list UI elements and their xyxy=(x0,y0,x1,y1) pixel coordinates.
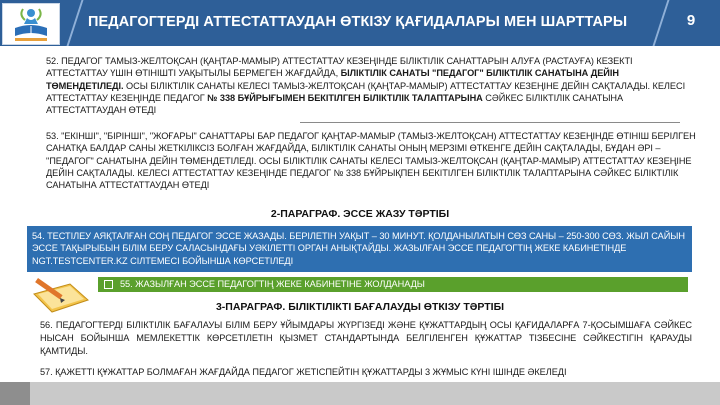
paragraph-54-box xyxy=(27,226,692,272)
p52-bold-a: БІЛІКТІЛІК САНАТЫ "ПЕДАГОГ" БІЛІКТІЛІК САНАТЫНА ДЕЙІН ТӨМЕНДЕТІЛЕДІ. xyxy=(46,68,619,91)
paragraph-53: 53. "ЕКІНШІ", "БІРІНШІ", "ЖОҒАРЫ" САНАТТАРЫ БАР ПЕДАГОГ ҚАҢТАР-МАМЫР (ТАМЫЗ-ЖЕЛТОҚСАН) АТТЕСТАТТАУ КЕЗЕҢІНДЕ ӨТІНІШ БЕРІЛГЕН САНАТҚА БАЛДАР САНЫ ЖЕТКІЛІКСІЗ БОЛҒАН ЖАҒДАЙДА, БІЛІКТІЛІК САНАТЫ ОНЫҢ МЕРЗІМІ ӨТКЕНГЕ ДЕЙІН САҚТАЛАДЫ, БҰДАН ӘРІ – "ПЕДАГОГ" САНАТЫНА ДЕЙІН ТӨМЕНДЕТІЛЕДІ. ОСЫ БІЛІКТІЛІК САНАТЫ КЕЛЕСІ ТАМЫЗ-ЖЕЛТОҚСАН (ҚАҢТАР-МАМЫР) АТТЕСТАТТАУ КЕЗЕҢІНЕ ДЕЙІН САҚТАЛАДЫ. КЕЛЕСІ АТТЕСТАТТАУ КЕЗЕҢІНДЕ ПЕДАГОГ № 338 БҰЙРЫҚПЕН БЕКІТІЛГЕН БІЛІКТІЛІК ТАЛАПТАРЫНА СӘЙКЕС БІЛІКТІЛІК САНАТЫНА АТТЕСТАТТАУДАН ӨТЕДІ xyxy=(46,131,696,191)
paragraph-55-bar xyxy=(98,277,688,292)
pencil-paper-icon xyxy=(30,270,92,314)
header-divider xyxy=(653,0,670,46)
p52-text: ОСЫ БІЛІКТІЛІК САНАТЫ КЕЛЕСІ ТАМЫЗ-ЖЕЛТОҚСАН (ҚАҢТАР-МАМЫР) АТТЕСТАТТАУ КЕЗЕҢІНЕ ДЕЙІН САҚТАЛАДЫ. КЕЛЕСІ АТТЕСТАТТАУ КЕЗЕҢІНДЕ ПЕДАГОГ xyxy=(46,80,686,103)
divider-line xyxy=(300,122,680,123)
header-divider xyxy=(67,0,84,46)
paragraph-54: 54. ТЕСТІЛЕУ АЯҚТАЛҒАН СОҢ ПЕДАГОГ ЭССЕ ЖАЗАДЫ. БЕРІЛЕТІН УАҚЫТ – 30 МИНУТ. ҚОЛДАНЫЛАТЫН СӨЗ САНЫ – 250-300 СӨЗ. ЖЫЛ САЙЫН ЭССЕ ТАҚЫРЫБЫН БІЛІМ БЕРУ САЛАСЫНДАҒЫ УӘКІЛЕТТІ ОРГАН АНЫҚТАЙДЫ. ЖАЗЫЛҒАН ЭССЕ ПЕДАГОГТІҢ ЖЕКЕ КАБИНЕТІНДЕ NGT.TESTCENTER.KZ СІЛТЕМЕСІ БОЙЫНША КӨРСЕТІЛЕДІ xyxy=(32,231,685,266)
p52-bold-b: № 338 БҰЙРЫҒЫМЕН БЕКІТІЛГЕН БІЛІКТІЛІК ТАЛАПТАРЫНА xyxy=(207,92,483,103)
page-title: ПЕДАГОГТЕРДІ АТТЕСТАТТАУДАН ӨТКІЗУ ҚАҒИДАЛАРЫ МЕН ШАРТТАРЫ xyxy=(88,14,628,30)
paragraph-56: 56. ПЕДАГОГТЕРДІ БІЛІКТІЛІК БАҒАЛАУЫ БІЛІМ БЕРУ ҰЙЫМДАРЫ ЖҮРГІЗЕДІ ЖӘНЕ ҚҰЖАТТАРДЫҢ ОСЫ ҚАҒИДАЛАРҒА 7-ҚОСЫМШАҒА СӘЙКЕС НЫСАН БОЙЫНША МЕМЛЕКЕТТІК КӨРСЕТІЛЕТІН ҚЫЗМЕТ СТАНДАРТЫНДА БЕЛГІЛЕНГЕН ҚҰЖАТТАР ТІЗБЕСІНЕ СӘЙКЕСТІГІН ҚАРАУДЫ ҚАМТИДЫ. xyxy=(40,320,692,356)
p52-text: 52. ПЕДАГОГ ТАМЫЗ-ЖЕЛТОҚСАН (ҚАҢТАР-МАМЫР) АТТЕСТАТТАУ КЕЗЕҢІНДЕ БІЛІКТІЛІК САНАТТАРЫН АЛУҒА (РАСТАУҒА) КЕЗЕКТІ АТТЕСТАТТАУ ҮШІН ӨТІНІШТІ УАҚЫТЫЛЫ БЕРМЕГЕН ЖАҒДАЙДА, xyxy=(46,56,633,79)
paragraph-57: 57. ҚАЖЕТТІ ҚҰЖАТТАР БОЛМАҒАН ЖАҒДАЙДА ПЕДАГОГ ЖЕТІСПЕЙТІН ҚҰЖАТТАРДЫ 3 ЖҰМЫС КҮНІ ІШІНДЕ ӘКЕЛЕДІ xyxy=(40,367,567,377)
person-book-logo-icon xyxy=(3,4,59,44)
paragraph-52 xyxy=(46,55,696,116)
footer-band xyxy=(0,382,720,405)
logo xyxy=(2,3,60,45)
section-3-heading: 3-ПАРАГРАФ. БІЛІКТІЛІКТІ БАҒАЛАУДЫ ӨТКІЗУ ТӘРТІБІ xyxy=(215,301,505,313)
page-number: 9 xyxy=(686,12,696,29)
paragraph-55: 55. ЖАЗЫЛҒАН ЭССЕ ПЕДАГОГТІҢ ЖЕКЕ КАБИНЕТІНЕ ЖОЛДАНАДЫ xyxy=(120,279,425,289)
header-bar xyxy=(0,0,720,46)
footer-accent xyxy=(0,382,30,405)
p52-text: СӘЙКЕС БІЛІКТІЛІК САНАТЫНА АТТЕСТАТТАУДАН ӨТЕДІ xyxy=(46,92,624,116)
section-2-heading: 2-ПАРАГРАФ. ЭССЕ ЖАЗУ ТӘРТІБІ xyxy=(270,208,450,220)
checkbox-bullet-icon xyxy=(104,280,113,289)
